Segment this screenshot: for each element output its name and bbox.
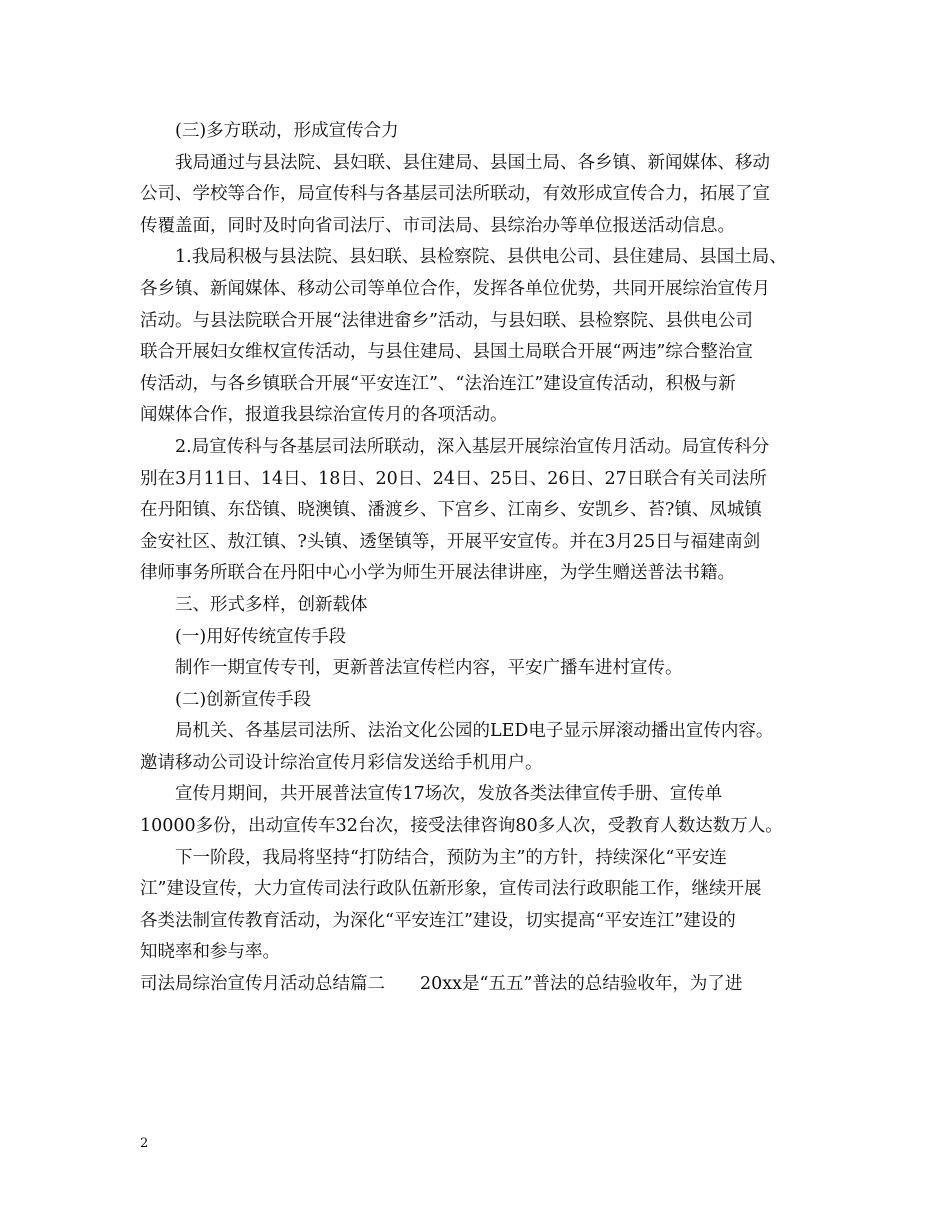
text-line: 我局通过与县法院、县妇联、县住建局、县国土局、各乡镇、新闻媒体、移动 [175, 152, 770, 173]
text-line: 三、形式多样，创新载体 [175, 594, 368, 615]
text-line: 1.我局积极与县法院、县妇联、县检察院、县供电公司、县住建局、县国土局、 [175, 247, 787, 268]
text-line: 联合开展妇女维权宣传活动，与县住建局、县国土局联合开展“两违”综合整治宣 [140, 342, 753, 363]
text-line: (一)用好传统宣传手段 [175, 626, 347, 647]
text-line: 各类法制宣传教育活动，为深化“平安连江”建设，切实提高“平安连江”建设的 [140, 910, 736, 931]
text-line: 各乡镇、新闻媒体、移动公司等单位合作，发挥各单位优势，共同开展综治宣传月 [140, 278, 770, 299]
text-line: 金安社区、敖江镇、?头镇、透堡镇等，开展平安宣传。并在3月25日与福建南剑 [140, 531, 761, 552]
text-line: 别在3月11日、14日、18日、20日、24日、25日、26日、27日联合有关司法所 [140, 468, 767, 489]
text-line: 邀请移动公司设计综治宣传月彩信发送给手机用户。 [140, 752, 543, 773]
text-line: 宣传月期间，共开展普法宣传17场次，发放各类法律宣传手册、宣传单 [175, 784, 723, 805]
text-line: 10000多份，出动宣传车32台次，接受法律咨询80多人次，受教育人数达数万人。 [140, 816, 783, 837]
text-line: 活动。与县法院联合开展“法律进畲乡”活动，与县妇联、县检察院、县供电公司 [140, 310, 753, 331]
text-line: 传覆盖面，同时及时向省司法厅、市司法局、县综治办等单位报送活动信息。 [140, 215, 735, 236]
text-line: 闻媒体合作，报道我县综治宣传月的各项活动。 [140, 405, 508, 426]
document-body [140, 116, 820, 1001]
text-line: 司法局综治宣传月活动总结篇二 20xx是“五五”普法的总结验收年，为了进 [140, 974, 743, 995]
text-line: 在丹阳镇、东岱镇、晓澳镇、潘渡乡、下宫乡、江南乡、安凯乡、苔?镇、凤城镇 [140, 500, 762, 521]
text-line: 传活动，与各乡镇联合开展“平安连江”、“法治连江”建设宣传活动，积极与新 [140, 373, 736, 394]
text-line: 公司、学校等合作，局宣传科与各基层司法所联动，有效形成宣传合力，拓展了宣 [140, 184, 770, 205]
text-line: 制作一期宣传专刊，更新普法宣传栏内容，平安广播车进村宣传。 [175, 658, 683, 679]
text-line: 江”建设宣传，大力宣传司法行政队伍新形象，宣传司法行政职能工作，继续开展 [140, 879, 762, 900]
text-line: 知晓率和参与率。 [140, 942, 280, 963]
page-number: 2 [140, 1136, 149, 1151]
text-line: 下一阶段，我局将坚持“打防结合，预防为主”的方针，持续深化“平安连 [175, 847, 727, 868]
text-line: 律师事务所联合在丹阳中心小学为师生开展法律讲座，为学生赠送普法书籍。 [140, 563, 735, 584]
text-line: (二)创新宣传手段 [175, 689, 312, 710]
text-line: 2.局宣传科与各基层司法所联动，深入基层开展综治宣传月活动。局宣传科分 [175, 436, 770, 457]
text-line: (三)多方联动，形成宣传合力 [175, 121, 399, 141]
text-line: 局机关、各基层司法所、法治文化公园的LED电子显示屏滚动播出宣传内容。 [175, 721, 774, 742]
